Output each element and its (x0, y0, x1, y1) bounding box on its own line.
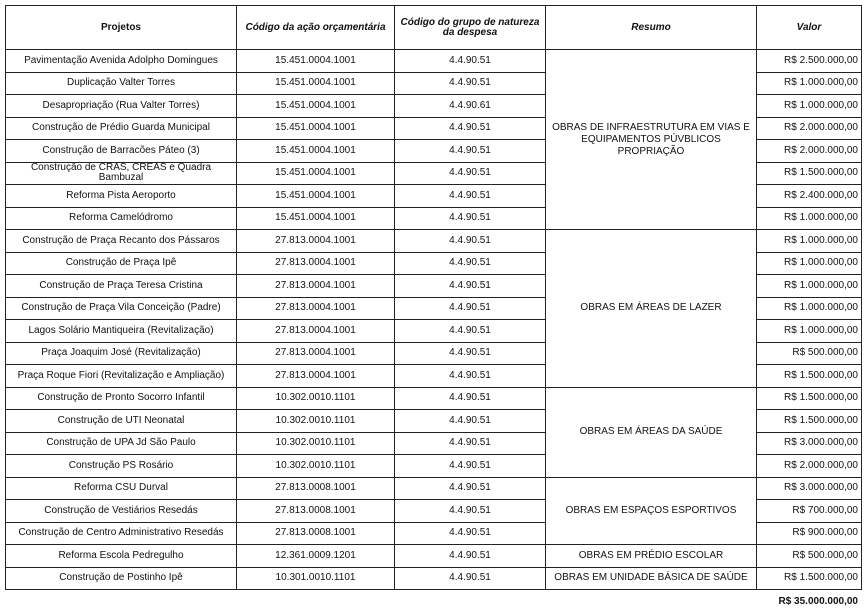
cell-resumo: OBRAS EM ÁREAS DA SAÚDE (546, 387, 757, 477)
cell-codigo-grupo: 4.4.90.51 (395, 477, 546, 500)
cell-valor: R$ 1.000.000,00 (757, 320, 862, 343)
cell-codigo-acao: 27.813.0008.1001 (237, 522, 395, 545)
cell-resumo: OBRAS EM ÁREAS DE LAZER (546, 230, 757, 388)
cell-codigo-grupo: 4.4.90.51 (395, 410, 546, 433)
cell-resumo: OBRAS EM ESPAÇOS ESPORTIVOS (546, 477, 757, 545)
cell-codigo-grupo: 4.4.90.51 (395, 545, 546, 568)
grand-total: R$ 35.000.000,00 (778, 596, 858, 607)
cell-projeto: Duplicação Valter Torres (6, 72, 237, 95)
cell-valor: R$ 2.000.000,00 (757, 117, 862, 140)
cell-projeto: Construção de Praça Recanto dos Pássaros (6, 230, 237, 253)
cell-codigo-acao: 27.813.0004.1001 (237, 230, 395, 253)
cell-resumo: OBRAS EM UNIDADE BÁSICA DE SAÚDE (546, 567, 757, 590)
cell-codigo-acao: 27.813.0008.1001 (237, 477, 395, 500)
cell-codigo-acao: 27.813.0004.1001 (237, 252, 395, 275)
cell-projeto: Reforma Escola Pedregulho (6, 545, 237, 568)
cell-projeto: Lagos Solário Mantiqueira (Revitalização) (6, 320, 237, 343)
header-projetos: Projetos (6, 6, 237, 50)
cell-projeto: Construção de Centro Administrativo Resedás (6, 522, 237, 545)
cell-codigo-acao: 15.451.0004.1001 (237, 50, 395, 73)
cell-codigo-acao: 10.302.0010.1101 (237, 455, 395, 478)
cell-codigo-grupo: 4.4.90.51 (395, 297, 546, 320)
cell-codigo-acao: 15.451.0004.1001 (237, 207, 395, 230)
table-row (6, 387, 862, 410)
cell-valor: R$ 1.500.000,00 (757, 410, 862, 433)
table-row (6, 545, 862, 568)
cell-codigo-acao: 27.813.0004.1001 (237, 320, 395, 343)
cell-valor: R$ 2.000.000,00 (757, 455, 862, 478)
cell-codigo-acao: 15.451.0004.1001 (237, 117, 395, 140)
cell-valor: R$ 2.500.000,00 (757, 50, 862, 73)
cell-valor: R$ 1.000.000,00 (757, 252, 862, 275)
cell-valor: R$ 1.500.000,00 (757, 567, 862, 590)
table-row (6, 477, 862, 500)
cell-codigo-grupo: 4.4.90.51 (395, 230, 546, 253)
cell-codigo-grupo: 4.4.90.51 (395, 500, 546, 523)
cell-valor: R$ 1.000.000,00 (757, 297, 862, 320)
cell-resumo: OBRAS DE INFRAESTRUTURA EM VIAS E EQUIPAMENTOS PÚVBLICOS PROPRIAÇÃO (546, 50, 757, 230)
cell-codigo-acao: 27.813.0004.1001 (237, 365, 395, 388)
cell-projeto: Praça Joaquim José (Revitalização) (6, 342, 237, 365)
cell-projeto: Construção de Praça Ipê (6, 252, 237, 275)
cell-codigo-acao: 10.301.0010.1101 (237, 567, 395, 590)
cell-codigo-grupo: 4.4.90.51 (395, 320, 546, 343)
table-row (6, 230, 862, 253)
cell-valor: R$ 1.500.000,00 (757, 365, 862, 388)
cell-projeto: Desapropriação (Rua Valter Torres) (6, 95, 237, 118)
header-codigo-grupo: Código do grupo de natureza da despesa (395, 6, 546, 50)
cell-codigo-acao: 15.451.0004.1001 (237, 140, 395, 163)
cell-codigo-acao: 12.361.0009.1201 (237, 545, 395, 568)
cell-projeto: Construção de CRAS, CREAS e Quadra Bambuzal (6, 162, 237, 185)
cell-codigo-grupo: 4.4.90.51 (395, 432, 546, 455)
cell-valor: R$ 900.000,00 (757, 522, 862, 545)
header-row (6, 6, 862, 50)
cell-codigo-grupo: 4.4.90.51 (395, 50, 546, 73)
cell-valor: R$ 1.500.000,00 (757, 387, 862, 410)
cell-codigo-grupo: 4.4.90.51 (395, 185, 546, 208)
cell-codigo-grupo: 4.4.90.51 (395, 207, 546, 230)
table-body (6, 50, 862, 590)
cell-valor: R$ 500.000,00 (757, 545, 862, 568)
cell-projeto: Reforma Camelódromo (6, 207, 237, 230)
cell-projeto: Construção de Prédio Guarda Municipal (6, 117, 237, 140)
cell-projeto: Construção de Praça Teresa Cristina (6, 275, 237, 298)
cell-valor: R$ 3.000.000,00 (757, 477, 862, 500)
cell-projeto: Reforma Pista Aeroporto (6, 185, 237, 208)
table-row (6, 567, 862, 590)
cell-resumo: OBRAS EM PRÉDIO ESCOLAR (546, 545, 757, 568)
cell-codigo-grupo: 4.4.90.51 (395, 162, 546, 185)
cell-projeto: Pavimentação Avenida Adolpho Domingues (6, 50, 237, 73)
cell-codigo-grupo: 4.4.90.51 (395, 522, 546, 545)
cell-codigo-grupo: 4.4.90.51 (395, 567, 546, 590)
cell-valor: R$ 700.000,00 (757, 500, 862, 523)
cell-projeto: Construção de UTI Neonatal (6, 410, 237, 433)
cell-codigo-grupo: 4.4.90.51 (395, 365, 546, 388)
cell-codigo-grupo: 4.4.90.51 (395, 117, 546, 140)
cell-valor: R$ 1.000.000,00 (757, 207, 862, 230)
cell-projeto: Reforma CSU Durval (6, 477, 237, 500)
cell-codigo-grupo: 4.4.90.61 (395, 95, 546, 118)
cell-projeto: Construção de Postinho Ipê (6, 567, 237, 590)
header-resumo: Resumo (546, 6, 757, 50)
cell-projeto: Construção de Pronto Socorro Infantil (6, 387, 237, 410)
cell-codigo-acao: 10.302.0010.1101 (237, 387, 395, 410)
cell-codigo-acao: 27.813.0004.1001 (237, 275, 395, 298)
cell-codigo-acao: 27.813.0004.1001 (237, 342, 395, 365)
cell-valor: R$ 500.000,00 (757, 342, 862, 365)
cell-codigo-grupo: 4.4.90.51 (395, 275, 546, 298)
cell-codigo-grupo: 4.4.90.51 (395, 140, 546, 163)
table-row (6, 50, 862, 73)
cell-projeto: Construção de UPA Jd São Paulo (6, 432, 237, 455)
cell-projeto: Construção de Barracões Páteo (3) (6, 140, 237, 163)
cell-codigo-acao: 15.451.0004.1001 (237, 95, 395, 118)
cell-codigo-grupo: 4.4.90.51 (395, 342, 546, 365)
cell-valor: R$ 3.000.000,00 (757, 432, 862, 455)
cell-codigo-acao: 15.451.0004.1001 (237, 185, 395, 208)
cell-codigo-acao: 27.813.0004.1001 (237, 297, 395, 320)
budget-table (5, 5, 862, 590)
cell-codigo-grupo: 4.4.90.51 (395, 387, 546, 410)
cell-codigo-acao: 10.302.0010.1101 (237, 410, 395, 433)
cell-codigo-grupo: 4.4.90.51 (395, 72, 546, 95)
cell-codigo-grupo: 4.4.90.51 (395, 455, 546, 478)
cell-projeto: Construção PS Rosário (6, 455, 237, 478)
cell-valor: R$ 1.000.000,00 (757, 230, 862, 253)
header-valor: Valor (757, 6, 862, 50)
cell-codigo-acao: 10.302.0010.1101 (237, 432, 395, 455)
cell-valor: R$ 2.400.000,00 (757, 185, 862, 208)
cell-valor: R$ 2.000.000,00 (757, 140, 862, 163)
cell-projeto: Construção de Vestiários Resedás (6, 500, 237, 523)
cell-codigo-acao: 15.451.0004.1001 (237, 72, 395, 95)
cell-codigo-grupo: 4.4.90.51 (395, 252, 546, 275)
cell-valor: R$ 1.000.000,00 (757, 95, 862, 118)
cell-valor: R$ 1.000.000,00 (757, 72, 862, 95)
header-codigo-acao: Código da ação orçamentária (237, 6, 395, 50)
cell-codigo-acao: 15.451.0004.1001 (237, 162, 395, 185)
cell-projeto: Praça Roque Fiori (Revitalização e Ampliação) (6, 365, 237, 388)
cell-codigo-acao: 27.813.0008.1001 (237, 500, 395, 523)
cell-valor: R$ 1.500.000,00 (757, 162, 862, 185)
cell-projeto: Construção de Praça Vila Conceição (Padre) (6, 297, 237, 320)
cell-valor: R$ 1.000.000,00 (757, 275, 862, 298)
